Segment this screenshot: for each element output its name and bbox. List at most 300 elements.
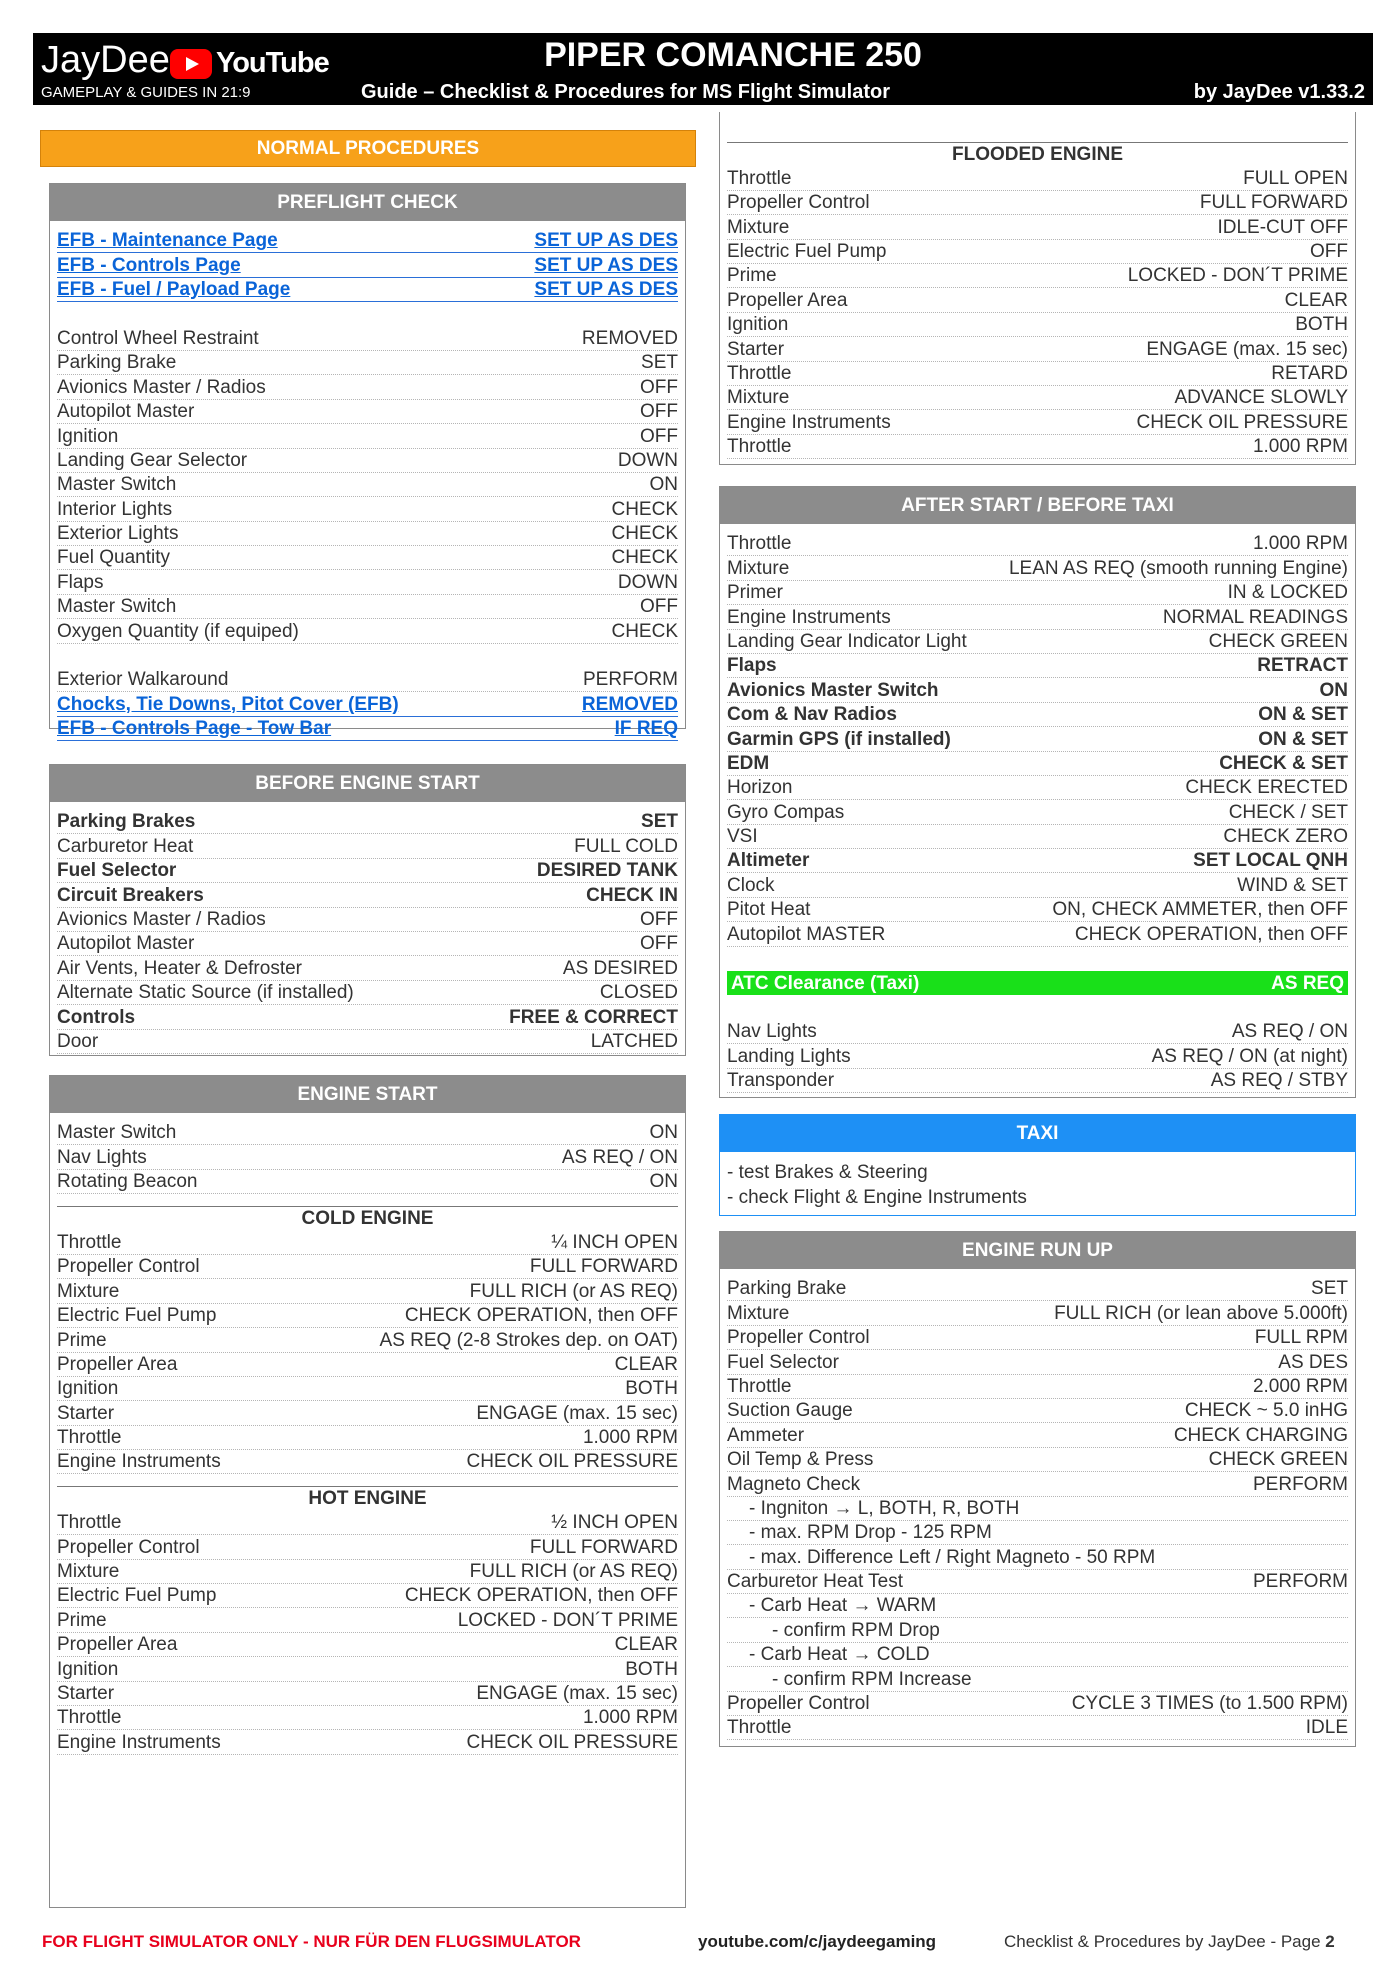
- item-label: Propeller Area: [57, 1634, 178, 1656]
- item-label: Fuel Selector: [57, 860, 177, 882]
- item-label: Mixture: [57, 1561, 120, 1583]
- hot-engine-title: HOT ENGINE: [57, 1486, 678, 1510]
- footer-youtube-link[interactable]: youtube.com/c/jaydeegaming: [698, 1932, 937, 1951]
- item-label: - max. RPM Drop - 125 RPM: [749, 1522, 992, 1544]
- checklist-row: [727, 1301, 1348, 1325]
- checklist-row: [57, 1304, 678, 1328]
- item-label: Mixture: [727, 216, 790, 238]
- item-label: Autopilot Master: [57, 401, 195, 423]
- taxi-line: [727, 1184, 1348, 1208]
- efb-link-row[interactable]: [57, 229, 678, 253]
- item-label: Throttle: [727, 362, 792, 384]
- checklist-row: [727, 1277, 1348, 1301]
- item-action: LOCKED - DON´T PRIME: [1127, 265, 1348, 287]
- document-author: by JayDee v1.33.2: [1193, 81, 1365, 103]
- checklist-row: [57, 1584, 678, 1608]
- item-label: Throttle: [57, 1512, 122, 1534]
- item-action: CHECK: [611, 523, 678, 545]
- item-action: CLEAR: [614, 1353, 678, 1375]
- item-label: Transponder: [727, 1069, 835, 1091]
- checklist-row: [727, 313, 1348, 337]
- checklist-row: [727, 873, 1348, 897]
- checklist-row: [727, 1326, 1348, 1350]
- item-action: CHECK: [611, 620, 678, 642]
- after-start-title: AFTER START / BEFORE TAXI: [720, 487, 1355, 524]
- item-action: SET: [1311, 1278, 1348, 1300]
- checklist-row: [57, 424, 678, 448]
- item-action: OFF: [640, 376, 678, 398]
- item-action: CLOSED: [599, 982, 678, 1004]
- item-action: ON: [649, 1171, 678, 1193]
- cold-engine-title: COLD ENGINE: [57, 1206, 678, 1230]
- item-action: CHECK / SET: [1228, 801, 1348, 823]
- magneto-substep: [727, 1545, 1348, 1569]
- checklist-row: [727, 1570, 1348, 1594]
- item-label: Gyro Compas: [727, 801, 845, 823]
- item-label: Ignition: [57, 1658, 119, 1680]
- item-action: FULL RPM: [1254, 1327, 1348, 1349]
- item-label: Engine Instruments: [57, 1731, 221, 1753]
- item-action: ON & SET: [1258, 704, 1348, 726]
- taxi-title: TAXI: [720, 1115, 1355, 1152]
- item-action: ON: [649, 1122, 678, 1144]
- item-action: CHECK OIL PRESSURE: [466, 1731, 678, 1753]
- item-label: Engine Instruments: [57, 1451, 221, 1473]
- checklist-row: [57, 834, 678, 858]
- checklist-row: [727, 556, 1348, 580]
- item-label: Master Switch: [57, 596, 177, 618]
- checklist-row: [727, 678, 1348, 702]
- checklist-row: [727, 703, 1348, 727]
- item-label: Electric Fuel Pump: [57, 1305, 217, 1327]
- item-action: RETRACT: [1257, 655, 1348, 677]
- engine-start-box: [49, 1075, 686, 1908]
- item-label: Door: [57, 1030, 99, 1052]
- item-label: Prime: [727, 265, 777, 287]
- item-label: EFB - Maintenance Page: [57, 230, 278, 252]
- item-action: FULL FORWARD: [529, 1256, 678, 1278]
- item-label: Avionics Master / Radios: [57, 908, 266, 930]
- item-action: ADVANCE SLOWLY: [1174, 387, 1348, 409]
- checklist-row: [727, 752, 1348, 776]
- checklist-row: [57, 932, 678, 956]
- item-action: CHECK: [611, 547, 678, 569]
- item-action: ON, CHECK AMMETER, then OFF: [1052, 899, 1348, 921]
- item-label: Throttle: [727, 1717, 792, 1739]
- item-label: - test Brakes & Steering: [727, 1162, 928, 1184]
- item-action: OFF: [640, 908, 678, 930]
- item-label: Propeller Control: [727, 192, 870, 214]
- checklist-row: [727, 1350, 1348, 1374]
- efb-link-row[interactable]: [57, 278, 678, 302]
- checklist-row: [727, 727, 1348, 751]
- item-action: CHECK OIL PRESSURE: [466, 1451, 678, 1473]
- item-label: Starter: [57, 1682, 115, 1704]
- item-label: Altimeter: [727, 850, 810, 872]
- item-action: OFF: [640, 933, 678, 955]
- item-label: Flaps: [57, 571, 104, 593]
- item-label: - Carb Heat → WARM: [749, 1595, 937, 1617]
- item-action: SET UP AS DES: [534, 230, 678, 252]
- item-action: 2.000 RPM: [1252, 1375, 1348, 1397]
- item-action: CLEAR: [1284, 289, 1348, 311]
- item-action: CHECK ZERO: [1223, 826, 1348, 848]
- item-action: FULL RICH (or lean above 5.000ft): [1054, 1302, 1348, 1324]
- item-action: OFF: [640, 401, 678, 423]
- item-action: REMOVED: [581, 693, 678, 715]
- checklist-row: [57, 1231, 678, 1255]
- checklist-row: [57, 1426, 678, 1450]
- checklist-row: [727, 849, 1348, 873]
- item-label: Propeller Control: [57, 1256, 200, 1278]
- item-action: IN & LOCKED: [1227, 582, 1348, 604]
- item-action: FULL FORWARD: [529, 1536, 678, 1558]
- item-label: Throttle: [57, 1231, 122, 1253]
- page-number: 2: [1325, 1932, 1335, 1951]
- item-action: CHECK OIL PRESSURE: [1136, 411, 1348, 433]
- item-action: CHECK IN: [586, 884, 678, 906]
- checklist-row: [57, 1279, 678, 1303]
- item-label: Interior Lights: [57, 498, 173, 520]
- item-label: Pitot Heat: [727, 899, 811, 921]
- brand-logo: JayDee: [41, 39, 170, 81]
- before-engine-start-box: [49, 764, 686, 1056]
- item-action: IF REQ: [614, 718, 678, 740]
- item-label: Prime: [57, 1609, 107, 1631]
- item-label: Oil Temp & Press: [727, 1449, 874, 1471]
- item-action: ENGAGE (max. 15 sec): [476, 1682, 678, 1704]
- item-label: Nav Lights: [727, 1021, 817, 1043]
- item-label: Starter: [727, 338, 785, 360]
- item-label: Parking Brake: [727, 1278, 847, 1300]
- item-label: Master Switch: [57, 1122, 177, 1144]
- item-label: Starter: [57, 1402, 115, 1424]
- checklist-row: [57, 497, 678, 521]
- item-label: Engine Instruments: [727, 606, 891, 628]
- item-label: Ignition: [727, 314, 789, 336]
- item-action: CHECK & SET: [1219, 752, 1348, 774]
- item-action: CHECK ~ 5.0 inHG: [1184, 1400, 1348, 1422]
- item-action: ENGAGE (max. 15 sec): [1146, 338, 1348, 360]
- item-label: Clock: [727, 874, 775, 896]
- item-label: Electric Fuel Pump: [57, 1585, 217, 1607]
- item-label: Propeller Area: [57, 1353, 178, 1375]
- item-label: Landing Lights: [727, 1045, 851, 1067]
- item-label: - Ingniton → L, BOTH, R, BOTH: [749, 1497, 1020, 1519]
- checklist-row: [727, 1044, 1348, 1068]
- item-label: Avionics Master / Radios: [57, 376, 266, 398]
- item-label: Mixture: [57, 1280, 120, 1302]
- item-action: CHECK: [611, 498, 678, 520]
- item-label: Ignition: [57, 425, 119, 447]
- brand-tagline: GAMEPLAY & GUIDES IN 21:9: [41, 84, 251, 101]
- item-label: Exterior Lights: [57, 523, 179, 545]
- checklist-row: [57, 810, 678, 834]
- checklist-row: [727, 1069, 1348, 1093]
- item-label: Primer: [727, 582, 783, 604]
- item-action: FULL RICH (or AS REQ): [469, 1561, 678, 1583]
- checklist-row: [727, 825, 1348, 849]
- item-action: ON: [1319, 679, 1348, 701]
- item-action: CYCLE 3 TIMES (to 1.500 RPM): [1071, 1693, 1348, 1715]
- checklist-row: [57, 375, 678, 399]
- item-label: Prime: [57, 1329, 107, 1351]
- checklist-row: [57, 908, 678, 932]
- checklist-row: [727, 362, 1348, 386]
- checklist-row: [57, 1511, 678, 1535]
- carb-heat-substep: [727, 1618, 1348, 1642]
- item-action: AS REQ / ON: [561, 1146, 678, 1168]
- item-label: Oxygen Quantity (if equiped): [57, 620, 299, 642]
- checklist-row: [727, 191, 1348, 215]
- item-action: SET: [641, 811, 678, 833]
- item-label: EDM: [727, 752, 770, 774]
- checklist-row: [727, 654, 1348, 678]
- checklist-row: [57, 956, 678, 980]
- checklist-row: [57, 1170, 678, 1194]
- youtube-play-icon: [170, 49, 212, 79]
- checklist-row: [57, 449, 678, 473]
- item-label: Throttle: [727, 533, 792, 555]
- youtube-logo: [170, 47, 329, 80]
- item-label: Throttle: [57, 1707, 122, 1729]
- checklist-row: [57, 595, 678, 619]
- item-action: 1.000 RPM: [582, 1427, 678, 1449]
- item-label: VSI: [727, 826, 758, 848]
- checklist-row: [727, 1472, 1348, 1496]
- item-label: Com & Nav Radios: [727, 704, 897, 726]
- item-action: CHECK GREEN: [1208, 1449, 1348, 1471]
- item-action: SET UP AS DES: [534, 279, 678, 301]
- item-label: Propeller Control: [57, 1536, 200, 1558]
- checklist-row: [727, 581, 1348, 605]
- flooded-engine-box: [719, 112, 1356, 465]
- item-label: Propeller Control: [727, 1327, 870, 1349]
- item-label: Suction Gauge: [727, 1400, 853, 1422]
- checklist-row: [57, 1255, 678, 1279]
- item-action: 1.000 RPM: [1252, 436, 1348, 458]
- item-label: Control Wheel Restraint: [57, 327, 259, 349]
- item-action: AS REQ / STBY: [1210, 1069, 1348, 1091]
- item-label: EFB - Controls Page: [57, 254, 241, 276]
- magneto-substep: [727, 1521, 1348, 1545]
- checklist-row: [57, 1401, 678, 1425]
- item-action: BOTH: [1295, 314, 1348, 336]
- checklist-row: [57, 351, 678, 375]
- footer-disclaimer: FOR FLIGHT SIMULATOR ONLY - NUR FÜR DEN FLUGSIMULATOR: [42, 1932, 581, 1951]
- item-action: CHECK GREEN: [1208, 630, 1348, 652]
- checklist-row: [57, 1706, 678, 1730]
- item-action: IDLE: [1305, 1717, 1348, 1739]
- item-label: Mixture: [727, 387, 790, 409]
- item-action: PERFORM: [1253, 1571, 1348, 1593]
- item-action: AS REQ: [1271, 973, 1344, 995]
- checklist-row: [57, 1657, 678, 1681]
- item-label: - max. Difference Left / Right Magneto - 50 RPM: [749, 1546, 1156, 1568]
- checklist-row: [57, 1682, 678, 1706]
- taxi-box: [719, 1114, 1356, 1216]
- item-action: IDLE-CUT OFF: [1217, 216, 1348, 238]
- checklist-row: [727, 264, 1348, 288]
- checklist-row: [727, 605, 1348, 629]
- item-action: FREE & CORRECT: [509, 1006, 678, 1028]
- youtube-wordmark: YouTube: [216, 47, 329, 79]
- checklist-row: [727, 1692, 1348, 1716]
- preflight-check-title: PREFLIGHT CHECK: [50, 184, 685, 221]
- item-label: Landing Gear Selector: [57, 449, 248, 471]
- efb-link-row[interactable]: [57, 717, 678, 741]
- item-label: ATC Clearance (Taxi): [731, 973, 920, 995]
- flooded-engine-title: FLOODED ENGINE: [727, 142, 1348, 166]
- checklist-row: [727, 1375, 1348, 1399]
- item-action: WIND & SET: [1237, 874, 1348, 896]
- item-label: Chocks, Tie Downs, Pitot Cover (EFB): [57, 693, 399, 715]
- checklist-row: [57, 1535, 678, 1559]
- item-action: LEAN AS REQ (smooth running Engine): [1008, 557, 1348, 579]
- checklist-row: [727, 898, 1348, 922]
- item-label: - check Flight & Engine Instruments: [727, 1186, 1027, 1208]
- before-engine-start-title: BEFORE ENGINE START: [50, 765, 685, 802]
- checklist-row: [727, 166, 1348, 190]
- item-label: EFB - Fuel / Payload Page: [57, 279, 291, 301]
- checklist-row: [727, 776, 1348, 800]
- item-label: Electric Fuel Pump: [727, 240, 887, 262]
- checklist-row: [727, 386, 1348, 410]
- checklist-row: [57, 883, 678, 907]
- checklist-row: [727, 532, 1348, 556]
- checklist-row: [57, 327, 678, 351]
- document-title: PIPER COMANCHE 250: [544, 36, 922, 74]
- checklist-row: [727, 435, 1348, 459]
- checklist-row: [727, 337, 1348, 361]
- checklist-row: [57, 1730, 678, 1754]
- item-action: REMOVED: [581, 327, 678, 349]
- checklist-row: [57, 668, 678, 692]
- item-action: ON & SET: [1258, 728, 1348, 750]
- taxi-line: [727, 1160, 1348, 1184]
- after-start-box: [719, 486, 1356, 1098]
- item-action: AS REQ / ON (at night): [1151, 1045, 1348, 1067]
- carb-heat-substep: [727, 1667, 1348, 1691]
- checklist-row: [727, 630, 1348, 654]
- checklist-row: [727, 1716, 1348, 1740]
- item-label: Mixture: [727, 557, 790, 579]
- efb-link-row[interactable]: [57, 692, 678, 716]
- item-label: Controls: [57, 1006, 136, 1028]
- checklist-row: [727, 1399, 1348, 1423]
- item-label: Flaps: [727, 655, 777, 677]
- item-label: Horizon: [727, 777, 793, 799]
- item-action: BOTH: [625, 1658, 678, 1680]
- checklist-row: [57, 522, 678, 546]
- item-label: Propeller Area: [727, 289, 848, 311]
- checklist-row: [727, 1448, 1348, 1472]
- item-action: CHECK OPERATION, then OFF: [404, 1585, 678, 1607]
- checklist-row: [57, 1328, 678, 1352]
- magneto-substep: [727, 1497, 1348, 1521]
- footer-page-info: [1004, 1932, 1335, 1952]
- checklist-row: [57, 1030, 678, 1054]
- efb-link-row[interactable]: [57, 253, 678, 277]
- checklist-row: [727, 288, 1348, 312]
- checklist-row: [57, 1121, 678, 1145]
- item-action: AS DES: [1278, 1351, 1348, 1373]
- normal-procedures-banner: NORMAL PROCEDURES: [40, 130, 696, 167]
- item-action: FULL OPEN: [1243, 167, 1348, 189]
- item-label: Autopilot MASTER: [727, 923, 886, 945]
- checklist-row: [57, 1608, 678, 1632]
- item-label: Fuel Selector: [727, 1351, 839, 1373]
- item-action: DOWN: [617, 571, 678, 593]
- checklist-row: [57, 400, 678, 424]
- item-label: Exterior Walkaround: [57, 669, 229, 691]
- page-header: [33, 33, 1373, 105]
- item-label: Rotating Beacon: [57, 1171, 198, 1193]
- item-action: BOTH: [625, 1378, 678, 1400]
- item-action: FULL COLD: [574, 835, 678, 857]
- item-action: ¼ INCH OPEN: [551, 1231, 678, 1253]
- checklist-row: [727, 240, 1348, 264]
- checklist-row: [727, 800, 1348, 824]
- item-label: Carburetor Heat Test: [727, 1571, 904, 1593]
- item-action: CHECK ERECTED: [1185, 777, 1348, 799]
- item-label: Circuit Breakers: [57, 884, 204, 906]
- checklist-row: [57, 1377, 678, 1401]
- item-label: Throttle: [57, 1427, 122, 1449]
- checklist-row: [57, 859, 678, 883]
- item-action: DESIRED TANK: [536, 860, 678, 882]
- item-label: Garmin GPS (if installed): [727, 728, 951, 750]
- item-label: Engine Instruments: [727, 411, 891, 433]
- item-label: Magneto Check: [727, 1473, 861, 1495]
- item-action: ENGAGE (max. 15 sec): [476, 1402, 678, 1424]
- item-label: - Carb Heat → COLD: [749, 1644, 930, 1666]
- item-action: 1.000 RPM: [582, 1707, 678, 1729]
- item-label: Autopilot Master: [57, 933, 195, 955]
- checklist-row: [57, 570, 678, 594]
- checklist-row: [57, 1633, 678, 1657]
- checklist-row: [727, 1020, 1348, 1044]
- item-action: OFF: [640, 596, 678, 618]
- item-label: Ammeter: [727, 1424, 805, 1446]
- item-action: PERFORM: [1253, 1473, 1348, 1495]
- item-label: Propeller Control: [727, 1693, 870, 1715]
- carb-heat-substep: [727, 1594, 1348, 1618]
- item-label: Parking Brake: [57, 352, 177, 374]
- checklist-row: [57, 473, 678, 497]
- checklist-row: [57, 1145, 678, 1169]
- item-label: Throttle: [727, 436, 792, 458]
- item-label: EFB - Controls Page - Tow Bar: [57, 718, 332, 740]
- item-label: - confirm RPM Increase: [772, 1668, 972, 1690]
- item-action: AS REQ (2-8 Strokes dep. on OAT): [379, 1329, 678, 1351]
- item-action: OFF: [640, 425, 678, 447]
- item-label: Nav Lights: [57, 1146, 147, 1168]
- engine-run-up-title: ENGINE RUN UP: [720, 1232, 1355, 1269]
- engine-start-title: ENGINE START: [50, 1076, 685, 1113]
- checklist-row: [57, 1450, 678, 1474]
- preflight-check-box: [49, 183, 686, 740]
- item-label: Master Switch: [57, 474, 177, 496]
- checklist-row: [57, 981, 678, 1005]
- item-action: OFF: [1310, 240, 1348, 262]
- checklist-row: [57, 546, 678, 570]
- atc-clearance-row: [727, 971, 1348, 995]
- item-action: RETARD: [1271, 362, 1348, 384]
- item-action: CHECK CHARGING: [1173, 1424, 1348, 1446]
- checklist-row: [57, 1560, 678, 1584]
- item-action: AS REQ / ON: [1231, 1021, 1348, 1043]
